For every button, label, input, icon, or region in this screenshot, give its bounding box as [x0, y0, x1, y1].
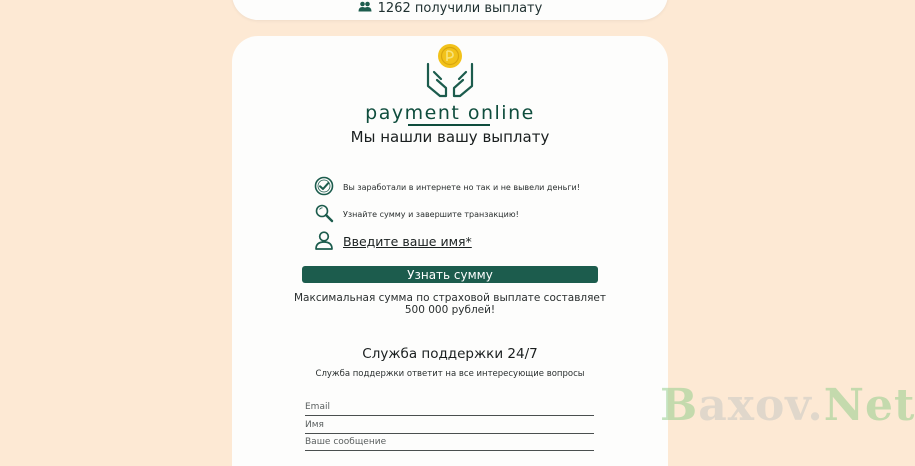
payout-counter-card [232, 0, 668, 20]
max-payout-note: Максимальная сумма по страховой выплате составляет 500 000 рублей! [294, 292, 606, 316]
watermark [660, 380, 915, 431]
feature-item [314, 174, 614, 201]
watermark-part: Net [823, 380, 915, 431]
payout-counter [232, 1, 668, 16]
magnifier-icon [314, 203, 334, 227]
page-title: Мы нашли вашу выплату [350, 128, 550, 146]
feature-text: Узнайте сумму и завершите транзакцию! [343, 210, 519, 219]
watermark-part: B [660, 380, 699, 431]
users-icon [358, 1, 372, 16]
feature-item [314, 228, 614, 255]
payout-counter-text: 1262 получили выплату [377, 1, 543, 16]
name-field[interactable] [305, 418, 594, 434]
watermark-part: axov. [698, 380, 824, 431]
user-icon [314, 230, 334, 254]
support-subtitle: Служба поддержки ответит на все интересующие вопросы [315, 369, 585, 379]
feature-text: Вы заработали в интернете но так и не вывели деньги! [343, 183, 580, 192]
main-card [232, 36, 668, 466]
brand-underline [408, 124, 490, 126]
email-field[interactable] [305, 400, 594, 416]
feature-item [314, 201, 614, 228]
find-amount-button[interactable]: Узнать сумму [302, 266, 598, 283]
check-circle-icon [314, 176, 334, 200]
feature-list [314, 174, 614, 255]
enter-name-link[interactable]: Введите ваше имя* [343, 234, 472, 249]
logo [232, 42, 668, 106]
brand-name: payment online [365, 102, 535, 124]
support-title: Служба поддержки 24/7 [362, 346, 538, 362]
message-field[interactable] [305, 435, 594, 451]
